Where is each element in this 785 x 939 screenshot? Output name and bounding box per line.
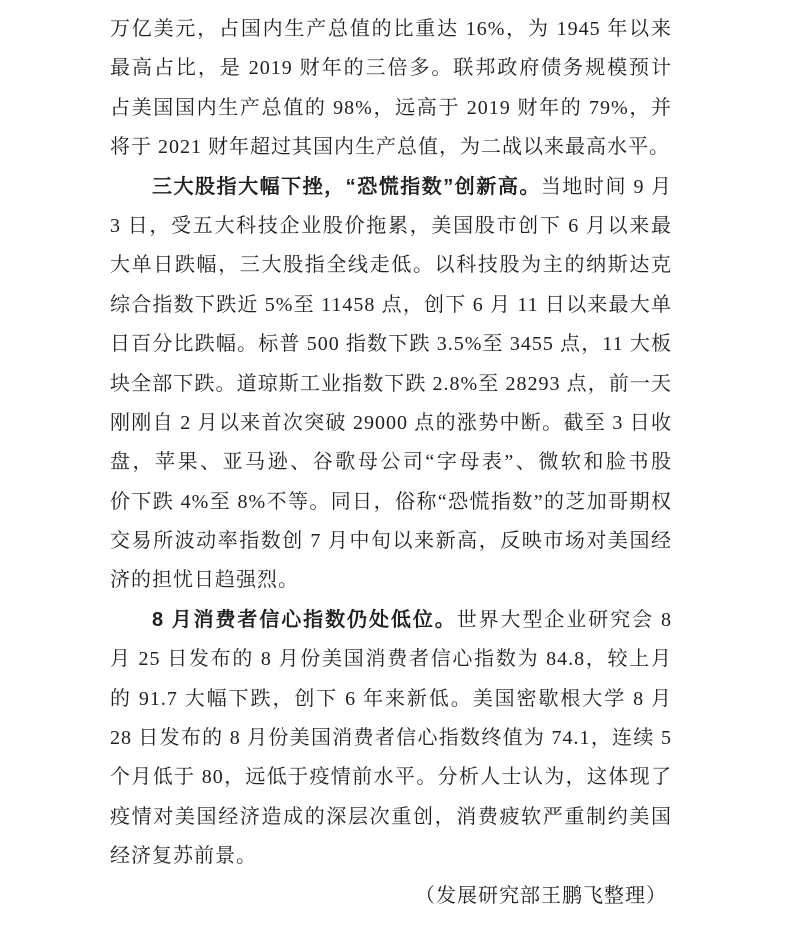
paragraph-lead-bold: 8 月消费者信心指数仍处低位。 bbox=[152, 608, 457, 631]
text-segment: 交易所波动率指数创 7 月中旬以来新高，反映市场对美国经 bbox=[110, 530, 672, 553]
text-segment: 经济复苏前景。 bbox=[110, 845, 257, 868]
text-segment: 28 日发布的 8 月份美国消费者信心指数终值为 74.1，连续 5 bbox=[110, 727, 672, 750]
text-segment: 盘，苹果、亚马逊、谷歌母公司“字母表”、微软和脸书股 bbox=[110, 451, 672, 474]
text-segment: 价下跌 4%至 8%不等。同日，俗称“恐慌指数”的芝加哥期权 bbox=[110, 490, 672, 513]
text-line-9 bbox=[110, 325, 672, 364]
text-segment: 最高占比，是 2019 财年的三倍多。联邦政府债务规模预计 bbox=[110, 57, 672, 80]
text-line-6 bbox=[110, 207, 672, 246]
text-segment: 刚刚自 2 月以来首次突破 29000 点的涨势中断。截至 3 日收 bbox=[110, 411, 672, 434]
text-segment: 3 日，受五大科技企业股价拖累，美国股市创下 6 月以来最 bbox=[110, 214, 672, 237]
text-segment: 当地时间 9 月 bbox=[540, 175, 672, 198]
text-line-4 bbox=[110, 128, 672, 167]
text-line-20 bbox=[110, 758, 672, 797]
text-line-19 bbox=[110, 719, 672, 758]
text-segment: 济的担忧日趋强烈。 bbox=[110, 569, 299, 592]
text-segment: 将于 2021 财年超过其国内生产总值，为二战以来最高水平。 bbox=[110, 136, 670, 159]
paragraph-lead-bold: 三大股指大幅下挫，“恐慌指数”创新高。 bbox=[152, 175, 541, 198]
text-line-12 bbox=[110, 443, 672, 482]
text-segment: 疫情对美国经济造成的深层次重创，消费疲软严重制约美国 bbox=[110, 805, 672, 828]
text-segment: 万亿美元，占国内生产总值的比重达 16%，为 1945 年以来 bbox=[110, 18, 672, 40]
text-line-5 bbox=[110, 168, 672, 207]
text-line-3 bbox=[110, 89, 672, 128]
text-segment: 世界大型企业研究会 8 bbox=[456, 608, 672, 631]
text-line-14 bbox=[110, 522, 672, 561]
text-line-21 bbox=[110, 798, 672, 837]
text-line-13 bbox=[110, 483, 672, 522]
text-line-10 bbox=[110, 365, 672, 404]
text-line-11 bbox=[110, 404, 672, 443]
text-segment: 块全部下跌。道琼斯工业指数下跌 2.8%至 28293 点，前一天 bbox=[110, 372, 672, 395]
text-segment: 日百分比跌幅。标普 500 指数下跌 3.5%至 3455 点，11 大板 bbox=[110, 333, 672, 356]
text-line-15 bbox=[110, 561, 672, 600]
text-line-2 bbox=[110, 49, 672, 88]
text-line-1 bbox=[110, 10, 672, 49]
text-segment: 月 25 日发布的 8 月份美国消费者信心指数为 84.8，较上月 bbox=[110, 648, 672, 671]
document-body bbox=[110, 0, 672, 916]
text-line-23 bbox=[110, 877, 672, 916]
text-segment: （发展研究部王鹏飞整理） bbox=[415, 884, 667, 907]
text-segment: 个月低于 80，远低于疫情前水平。分析人士认为，这体现了 bbox=[110, 766, 672, 789]
text-line-8 bbox=[110, 286, 672, 325]
text-line-18 bbox=[110, 680, 672, 719]
text-line-7 bbox=[110, 246, 672, 285]
text-segment: 的 91.7 大幅下跌，创下 6 年来新低。美国密歇根大学 8 月 bbox=[110, 687, 672, 710]
text-segment: 大单日跌幅，三大股指全线走低。以科技股为主的纳斯达克 bbox=[110, 254, 672, 277]
text-line-22 bbox=[110, 837, 672, 876]
text-segment: 综合指数下跌近 5%至 11458 点，创下 6 月 11 日以来最大单 bbox=[110, 293, 672, 316]
text-line-17 bbox=[110, 640, 672, 679]
text-segment: 占美国国内生产总值的 98%，远高于 2019 财年的 79%，并 bbox=[110, 96, 672, 119]
text-line-16 bbox=[110, 601, 672, 640]
